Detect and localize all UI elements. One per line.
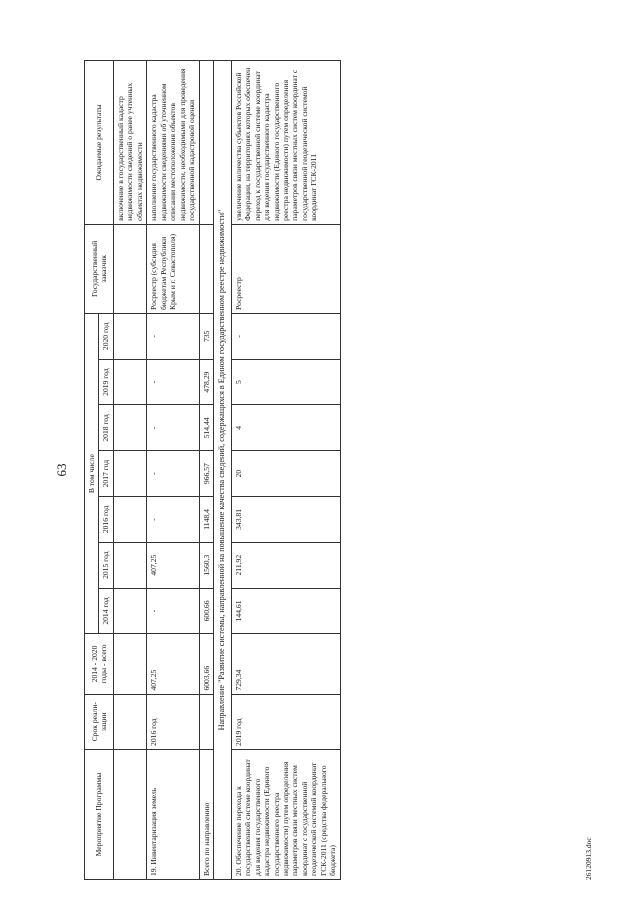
total-all: 6003,66 [199,634,213,694]
row20-activity-text: Обеспечение перехода к государственной системе координат для ведения государственного кадастра недвижимости (Единого государственного реестра недвижимости) путем определения параметров связи местных систем координат с государственной геодезической системой координат ГСК-2011 (средства федерального бюджета) [233,759,338,876]
total-2015: 1560,3 [199,542,213,588]
row20-2018: 4 [231,405,340,451]
row20-term: 2019 год [231,694,340,749]
total-2019: 478,29 [199,359,213,405]
row20-2016: 343,81 [231,497,340,543]
total-2014: 600,66 [199,588,213,634]
row19-2020: - [147,313,199,359]
header-activity: Мероприятие Программы [85,749,114,879]
header-results: Ожидаемые результаты [85,61,114,225]
table-row-20 [231,61,340,880]
header-2019: 2019 год [99,359,113,405]
page-number: 63 [54,463,69,477]
document-code: 26120913.doc [584,837,593,880]
header-2014: 2014 год [99,588,113,634]
total-label: Всего по направлению [199,749,213,879]
header-2015: 2015 год [99,542,113,588]
header-term: Срок реали-зации [85,694,114,749]
row20-customer: Росреестр [231,224,340,313]
section-title: Направление "Развитие системы, направленной на повышение качества сведений, содержащихся в Едином государственном реестре недвижимости" [214,61,231,880]
continuation-row [113,61,146,880]
row20-2019: 5 [231,359,340,405]
table-row-19 [147,61,199,880]
total-2017: 966,57 [199,451,213,497]
row20-2014: 144,61 [231,588,340,634]
row19-activity [147,749,199,879]
row19-activity-text: Инвентаризация земель [149,787,159,865]
header-customer: Государственный заказчик [85,224,114,313]
row20-total: 729,34 [231,634,340,694]
row19-2019: - [147,359,199,405]
row20-results: увеличение количества субъектов Российской Федерации, на территориях которых обеспечен переход к государственной системе координат для ведения государственного кадастра недвижимости (Единого государственного реестра недвижимости) путем определения параметров связи местных систем координат с государственной геодезической системой координат ГСК-2011 [231,61,340,225]
row19-customer: Росреестр (субсидия бюджетам Республики Крым и г. Севастополя) [147,224,199,313]
row20-2017: 20 [231,451,340,497]
row20-2020: - [231,313,340,359]
row19-2016: - [147,497,199,543]
row20-activity [231,749,340,879]
row19-2015: 407,25 [147,542,199,588]
table-row-total [199,61,213,880]
row19-term: 2016 год [147,694,199,749]
total-2016: 1148,4 [199,497,213,543]
total-2020: 735 [199,313,213,359]
section-row [214,61,231,880]
header-2016: 2016 год [99,497,113,543]
row19-2018: - [147,405,199,451]
continuation-results: включение в государственный кадастр недвижимости сведений о ранее учтенных объектах недвижимости [113,61,146,225]
row19-number: 19. [149,866,159,876]
header-2018: 2018 год [99,405,113,451]
row20-number: 20. [233,866,243,876]
program-table [84,60,341,880]
row20-2015: 211,92 [231,542,340,588]
header-total: 2014 - 2020 годы - всего [85,634,114,694]
row19-total: 407,25 [147,634,199,694]
total-2018: 514,44 [199,405,213,451]
header-2020: 2020 год [99,313,113,359]
header-2017: 2017 год [99,451,113,497]
rotated-content [54,60,600,880]
header-including: В том числе [85,313,99,633]
row19-2014: - [147,588,199,634]
row19-2017: - [147,451,199,497]
row19-results: наполнение государственного кадастра недвижимости сведениями об уточненном описании местоположения объектов недвижимости, необходимыми для проведения государственной кадастровой оценки [147,61,199,225]
